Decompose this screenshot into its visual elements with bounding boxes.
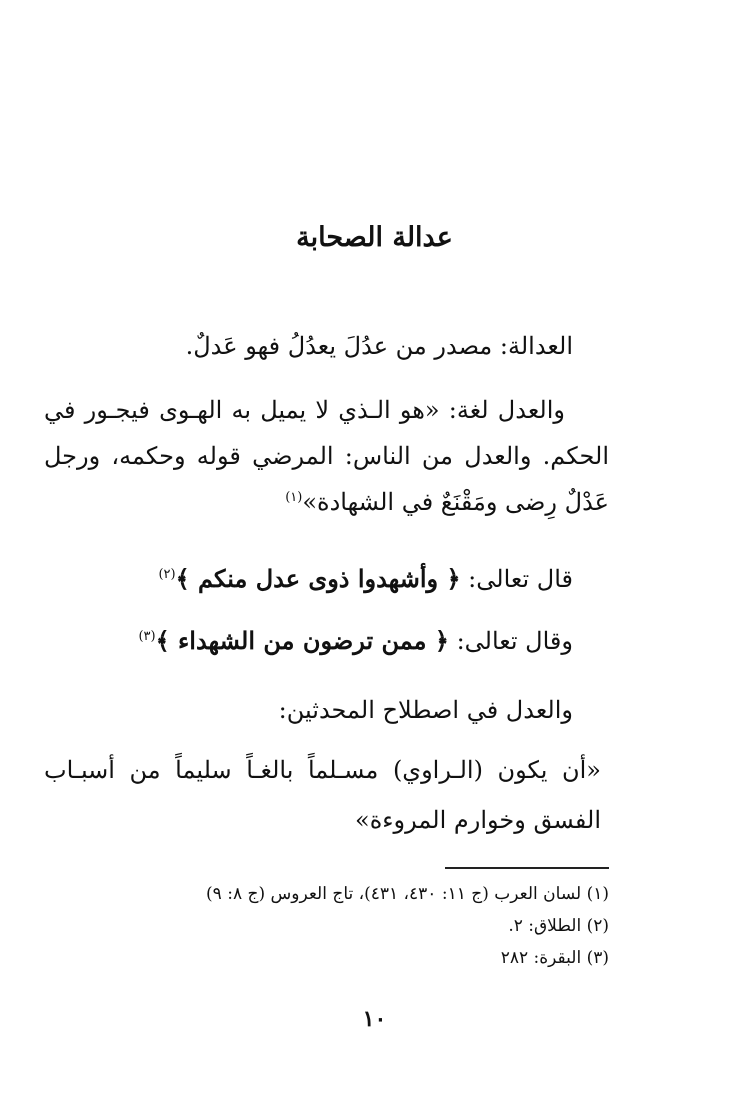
verse-intro: وقال تعالى:	[456, 627, 573, 655]
footnote-2: (٢) الطلاق: ٢.	[508, 916, 609, 936]
footnote-1: (١) لسان العرب (ج ١١: ٤٣٠، ٤٣١)، تاج العروس (ج ٨: ٩)	[206, 884, 609, 904]
footnote-reference: (٢)	[158, 567, 176, 582]
text-line: «أن يكون (الـراوي) مسـلماً بالغـاً سليماً من أسبـاب	[44, 756, 601, 784]
quran-verse: ﴿ وأشهدوا ذوى عدل منكم ﴾	[175, 564, 461, 593]
quran-verse: ﴿ ممن ترضون من الشهداء ﴾	[155, 626, 449, 655]
text-line	[44, 488, 609, 532]
footnote-divider	[445, 867, 609, 869]
page-title: عدالة الصحابة	[296, 222, 453, 253]
footnote-reference: (١)	[285, 490, 303, 505]
text-line	[44, 564, 573, 608]
text-line: الحكم. والعدل من الناس: المرضي قوله وحكمه، ورجل	[44, 442, 609, 470]
footnotes	[60, 884, 609, 980]
text-line-content: عَدْلٌ رِضى ومَقْنَعٌ في الشهادة»	[302, 488, 609, 516]
text-line	[44, 626, 573, 670]
paragraph-definition: العدالة: مصدر من عدُلَ يعدُلُ فهو عَدلٌ.	[185, 332, 573, 360]
page-number: ١٠	[362, 1006, 387, 1032]
text-line: والعدل في اصطلاح المحدثين:	[278, 696, 573, 724]
footnote-3: (٣) البقرة: ٢٨٢	[500, 948, 609, 968]
verse-intro: قال تعالى:	[468, 565, 573, 593]
text-line: والعدل لغة: «هو الـذي لا يميل به الهـوى فيجـور في	[44, 396, 565, 424]
text-line: الفسق وخوارم المروءة»	[355, 806, 601, 834]
footnote-reference: (٣)	[138, 629, 156, 644]
